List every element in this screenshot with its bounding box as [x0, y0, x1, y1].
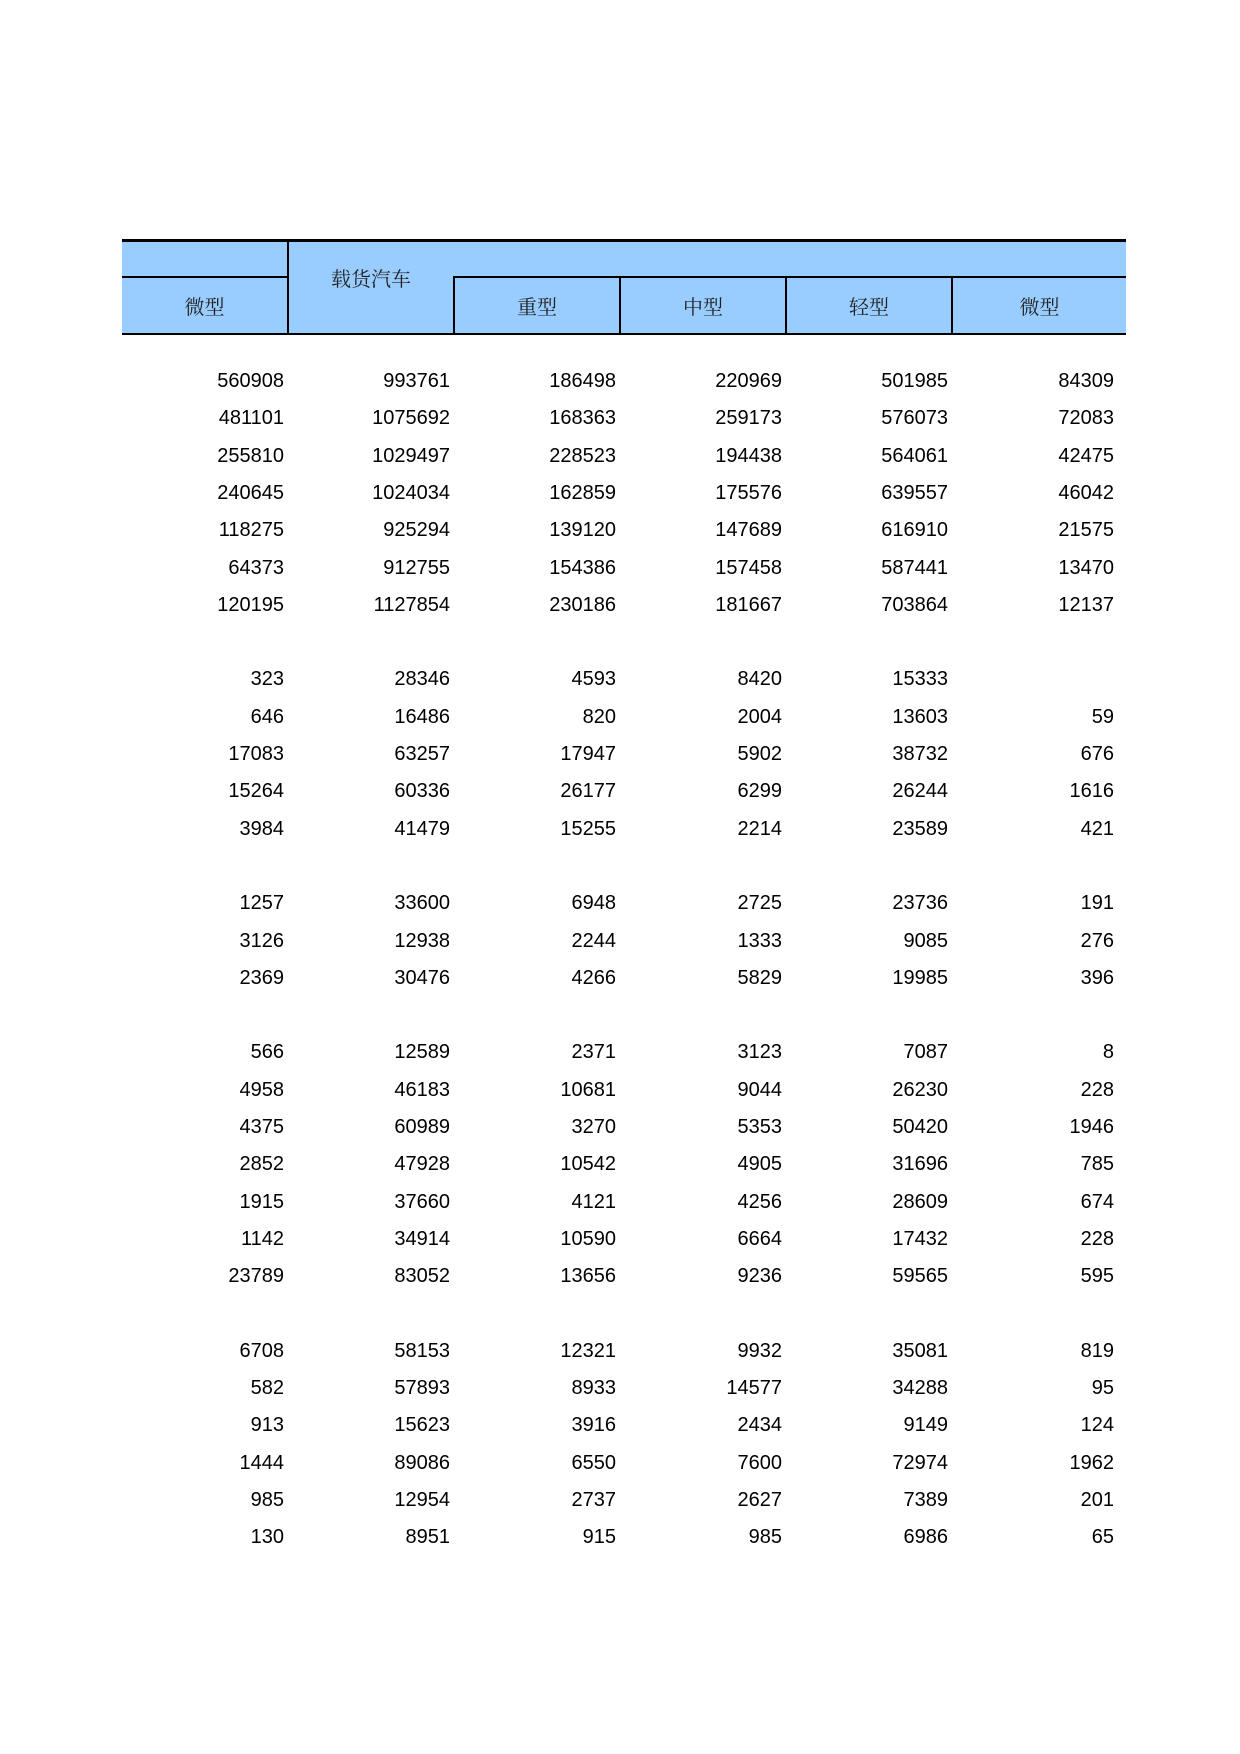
table-cell: 2434	[737, 1414, 782, 1437]
table-cell: 6664	[737, 1227, 782, 1250]
table-cell: 1142	[240, 1227, 284, 1250]
table-row	[122, 773, 1126, 810]
table-cell: 9236	[737, 1265, 782, 1288]
table-cell: 26177	[560, 780, 616, 803]
table-cell: 9149	[903, 1414, 948, 1437]
table-cell: 7600	[737, 1451, 782, 1474]
table-row	[122, 400, 1126, 437]
table-cell: 23789	[228, 1265, 284, 1288]
table-cell: 1024034	[372, 481, 450, 504]
table-cell: 8	[1102, 1041, 1114, 1064]
table-cell: 16486	[394, 705, 450, 728]
table-row	[122, 1519, 1126, 1556]
table-row	[122, 1072, 1126, 1109]
table-cell: 17083	[228, 743, 284, 765]
table-cell: 323	[250, 668, 284, 691]
header-col-micro-right: 微型	[1019, 295, 1060, 319]
table-cell: 118275	[218, 519, 284, 542]
table-cell: 1029497	[372, 444, 450, 467]
table-cell: 58153	[394, 1339, 450, 1362]
table-cell: 1962	[1069, 1451, 1114, 1474]
table-cell: 595	[1080, 1265, 1114, 1288]
table-cell: 162859	[549, 481, 616, 504]
header-col-medium: 中型	[683, 295, 723, 319]
table-cell: 220969	[715, 370, 782, 392]
table-cell: 3123	[737, 1041, 782, 1064]
table-cell: 12321	[560, 1339, 616, 1362]
table-cell: 576073	[881, 407, 948, 430]
table-cell: 4256	[737, 1190, 782, 1213]
table-cell: 925294	[383, 519, 450, 542]
table-cell: 14577	[726, 1377, 782, 1400]
table-row	[122, 1333, 1126, 1370]
table-cell: 820	[582, 705, 616, 728]
table-cell: 674	[1080, 1190, 1114, 1213]
table-cell: 2369	[239, 966, 284, 989]
table-cell: 139120	[549, 519, 616, 542]
table-cell: 84309	[1058, 370, 1114, 392]
table-cell: 913	[250, 1414, 284, 1437]
table-cell: 2725	[737, 892, 782, 915]
table-cell: 3984	[239, 817, 284, 840]
table-cell: 616910	[881, 519, 948, 542]
table-cell: 2737	[571, 1489, 616, 1511]
table-row	[122, 475, 1126, 512]
table-cell: 582	[250, 1377, 284, 1400]
header-col-trucks: 载货汽车	[331, 267, 411, 291]
table-cell: 2627	[737, 1489, 782, 1511]
table-cell: 59	[1091, 705, 1114, 728]
table-cell: 191	[1080, 892, 1114, 915]
table-cell: 147689	[715, 519, 782, 542]
table-cell: 587441	[881, 556, 948, 579]
table-cell: 5829	[737, 966, 782, 989]
table-cell: 26230	[892, 1078, 948, 1101]
table-cell: 4593	[571, 668, 616, 691]
table-cell: 5902	[737, 743, 782, 765]
table-cell: 35081	[892, 1339, 948, 1362]
table-cell: 57893	[394, 1377, 450, 1400]
table-cell: 2214	[737, 817, 782, 840]
table-row	[122, 1109, 1126, 1146]
table-row	[122, 1146, 1126, 1183]
table-cell: 2244	[571, 929, 616, 952]
table-cell: 2004	[737, 705, 782, 728]
table-cell: 646	[250, 705, 284, 728]
table-row	[122, 1221, 1126, 1258]
table-cell: 175576	[715, 481, 782, 504]
table-cell: 41479	[394, 817, 450, 840]
table-cell: 9044	[737, 1078, 782, 1101]
table-cell: 785	[1080, 1153, 1114, 1176]
table-cell: 1075692	[372, 407, 450, 430]
table-cell: 46042	[1058, 481, 1114, 504]
table-cell	[952, 661, 1118, 698]
header-col-heavy: 重型	[517, 295, 557, 319]
table-cell: 12137	[1058, 593, 1114, 616]
table-row	[122, 960, 1126, 997]
table-row	[122, 550, 1126, 587]
table-cell: 15264	[228, 780, 284, 803]
table-cell: 28346	[394, 668, 450, 691]
table-row	[122, 1258, 1126, 1295]
table-row	[122, 587, 1126, 624]
table-cell: 26244	[892, 780, 948, 803]
table-row	[122, 811, 1126, 848]
table-cell: 912755	[383, 556, 450, 579]
table-cell: 37660	[394, 1190, 450, 1213]
table-cell: 168363	[549, 407, 616, 430]
table-cell: 240645	[217, 481, 284, 504]
table-cell: 4958	[239, 1078, 284, 1101]
table-cell: 985	[250, 1489, 284, 1511]
table-cell: 65	[1091, 1526, 1114, 1549]
table-cell: 4905	[737, 1153, 782, 1176]
table-cell: 4375	[239, 1116, 284, 1138]
table-cell: 560908	[217, 370, 284, 392]
table-row	[122, 736, 1126, 773]
table-header	[122, 239, 1126, 335]
table-cell: 2371	[571, 1041, 616, 1064]
table-cell: 12938	[394, 929, 450, 952]
table-cell: 8951	[405, 1526, 450, 1549]
table-cell: 1127854	[373, 593, 450, 616]
table-row	[122, 885, 1126, 922]
table-cell: 915	[582, 1526, 616, 1549]
table-cell: 1444	[239, 1451, 284, 1474]
table-cell: 10681	[560, 1078, 616, 1101]
table-cell: 993761	[383, 370, 450, 392]
table-row	[122, 1034, 1126, 1071]
table-cell: 42475	[1058, 444, 1114, 467]
table-cell: 501985	[881, 370, 948, 392]
table-cell: 120195	[217, 593, 284, 616]
table-cell: 985	[748, 1526, 782, 1549]
table-row	[122, 1184, 1126, 1221]
table-cell: 5353	[737, 1116, 782, 1138]
table-cell: 1257	[239, 892, 284, 915]
table-cell: 186498	[549, 370, 616, 392]
table-cell: 3916	[571, 1414, 616, 1437]
table-cell: 31696	[892, 1153, 948, 1176]
table-cell: 46183	[394, 1078, 450, 1101]
table-cell: 72974	[892, 1451, 948, 1474]
table-cell: 34288	[892, 1377, 948, 1400]
table-cell: 181667	[715, 593, 782, 616]
table-cell: 1946	[1069, 1116, 1114, 1138]
table-cell: 228	[1080, 1227, 1114, 1250]
table-cell: 19985	[892, 966, 948, 989]
table-cell: 566	[250, 1041, 284, 1064]
table-cell: 10542	[560, 1153, 616, 1176]
table-cell: 9932	[737, 1339, 782, 1362]
table-cell: 89086	[394, 1451, 450, 1474]
table-row	[122, 1482, 1126, 1519]
header-col-light: 轻型	[849, 295, 889, 319]
table-cell: 819	[1080, 1339, 1114, 1362]
table-cell: 703864	[881, 593, 948, 616]
table-cell: 1616	[1069, 780, 1114, 803]
table-row	[122, 661, 1126, 698]
table-cell: 1915	[239, 1190, 284, 1213]
table-cell: 17432	[892, 1227, 948, 1250]
table-cell: 38732	[892, 743, 948, 765]
table-cell: 63257	[394, 743, 450, 765]
table-cell: 130	[250, 1526, 284, 1549]
table-cell: 7087	[903, 1041, 948, 1064]
table-cell: 2852	[239, 1153, 284, 1176]
table-cell: 230186	[549, 593, 616, 616]
table-row	[122, 438, 1126, 475]
table-cell: 13656	[560, 1265, 616, 1288]
table-cell: 421	[1080, 817, 1114, 840]
table-cell: 21575	[1058, 519, 1114, 542]
table-cell: 23736	[892, 892, 948, 915]
table-cell: 7389	[903, 1489, 948, 1511]
table-row	[122, 699, 1126, 736]
table-cell: 228	[1080, 1078, 1114, 1101]
table-cell: 4266	[571, 966, 616, 989]
table-cell: 59565	[892, 1265, 948, 1288]
table-cell: 259173	[715, 407, 782, 430]
table-cell: 15333	[892, 668, 948, 691]
table-row	[122, 512, 1126, 549]
table-cell: 13603	[892, 705, 948, 728]
table-cell: 228523	[549, 444, 616, 467]
table-cell: 34914	[394, 1227, 450, 1250]
table-row	[122, 363, 1126, 400]
table-row	[122, 1370, 1126, 1407]
table-cell: 564061	[881, 444, 948, 467]
table-cell: 50420	[892, 1116, 948, 1138]
table-cell: 3126	[239, 929, 284, 952]
table-cell: 124	[1080, 1414, 1114, 1437]
table-cell: 23589	[892, 817, 948, 840]
table-cell: 6948	[571, 892, 616, 915]
header-col-micro-left: 微型	[184, 295, 225, 319]
table-cell: 3270	[571, 1116, 616, 1138]
table-cell: 12589	[394, 1041, 450, 1064]
table-cell: 60336	[394, 780, 450, 803]
table-cell: 8933	[571, 1377, 616, 1400]
table-cell: 276	[1080, 929, 1114, 952]
table-cell: 9085	[903, 929, 948, 952]
table-cell: 4121	[571, 1190, 616, 1213]
table-cell: 10590	[560, 1227, 616, 1250]
table-cell: 64373	[228, 556, 284, 579]
table-cell: 6550	[571, 1451, 616, 1474]
table-cell: 33600	[394, 892, 450, 915]
table-cell: 83052	[394, 1265, 450, 1288]
table-row	[122, 1445, 1126, 1482]
table-cell: 1333	[737, 929, 782, 952]
table-cell: 154386	[549, 556, 616, 579]
table-cell: 194438	[715, 444, 782, 467]
table-cell: 8420	[737, 668, 782, 691]
table-cell: 47928	[394, 1153, 450, 1176]
table-cell: 12954	[394, 1489, 450, 1511]
table-cell: 255810	[217, 444, 284, 467]
table-row	[122, 1407, 1126, 1444]
table-cell: 30476	[394, 966, 450, 989]
table-cell: 17947	[560, 743, 616, 765]
table-cell: 72083	[1058, 407, 1114, 430]
table-cell: 481101	[218, 407, 284, 430]
table-cell: 28609	[892, 1190, 948, 1213]
table-cell: 201	[1080, 1489, 1114, 1511]
table-cell: 157458	[715, 556, 782, 579]
table-cell: 15623	[394, 1414, 450, 1437]
table-cell: 6299	[737, 780, 782, 803]
table-cell: 60989	[394, 1116, 450, 1138]
table-cell: 396	[1080, 966, 1114, 989]
table-cell: 6986	[903, 1526, 948, 1549]
table-cell: 639557	[881, 481, 948, 504]
table-cell: 13470	[1058, 556, 1114, 579]
table-cell: 15255	[560, 817, 616, 840]
table-row	[122, 923, 1126, 960]
table-cell: 6708	[239, 1339, 284, 1362]
table-cell: 676	[1080, 743, 1114, 765]
table-cell: 95	[1091, 1377, 1114, 1400]
